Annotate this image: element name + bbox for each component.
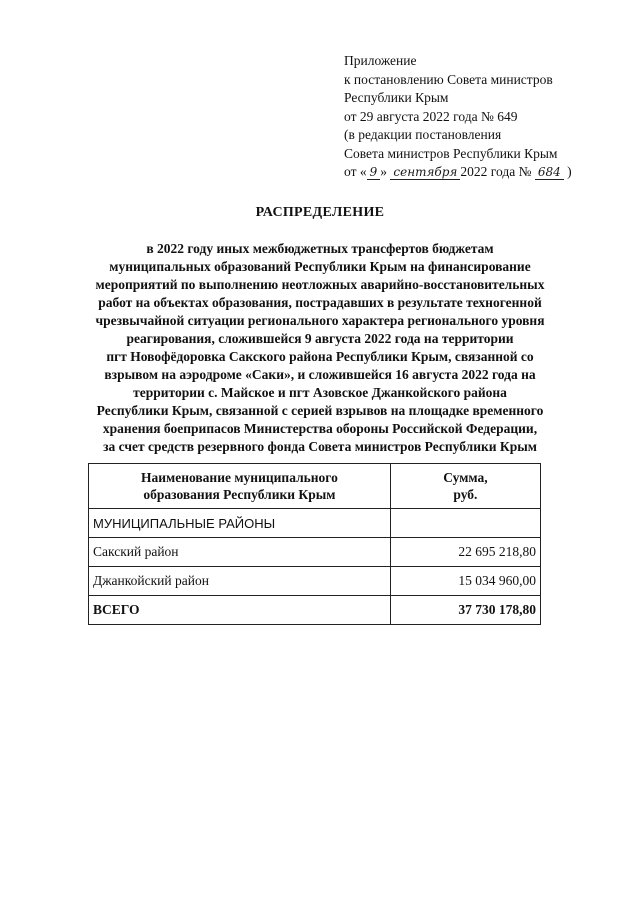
table-row [89,538,541,567]
appendix-line: Совета министров Республики Крым [344,145,558,161]
appendix-block [344,52,624,182]
row-sum: 22 695 218,80 [390,538,540,567]
amendment-date-line [344,163,624,182]
section-empty-cell [390,509,540,538]
distribution-table [88,463,541,625]
subtitle-line: в 2022 году иных межбюджетных трансфертов бюджетам [146,241,494,256]
subtitle-line: муниципальных образований Республики Крым на финансирование [109,259,531,274]
subtitle-line: реагирования, сложившейся 9 августа 2022 года на территории [126,331,514,346]
subtitle-line: пгт Новофёдоровка Сакского района Республики Крым, связанной со [106,349,534,364]
header-text: руб. [453,487,478,502]
appendix-line: Республики Крым [344,90,449,105]
header-text: Сумма, [443,470,488,485]
total-sum: 37 730 178,80 [390,596,540,625]
handwritten-day: 9 [367,165,381,180]
handwritten-month: сентября [390,165,460,180]
row-sum: 15 034 960,00 [390,567,540,596]
header-municipality [89,464,391,509]
total-label: ВСЕГО [89,596,391,625]
handwritten-number: 684 [535,165,564,180]
subtitle-line: за счет средств резервного фонда Совета министров Республики Крым [103,439,537,454]
appendix-line: (в редакции постановления [344,127,502,142]
subtitle-line: территории с. Майское и пгт Азовское Джанкойского района [133,385,507,400]
document-title: РАСПРЕДЕЛЕНИЕ [255,205,385,220]
row-name: Сакский район [89,538,391,567]
subtitle-line: взрывом на аэродроме «Саки», и сложившейся 16 августа 2022 года на [104,367,536,382]
date-year: 2022 года № [460,164,532,179]
total-row [89,596,541,625]
subtitle-line: мероприятий по выполнению неотложных аварийно-восстановительных [95,277,545,292]
header-sum [390,464,540,509]
subtitle-line: чрезвычайной ситуации регионального характера регионального уровня [95,313,545,328]
table-row [89,567,541,596]
subtitle-line: Республики Крым, связанной с серией взрывов на площадке временного [96,403,544,418]
section-label: МУНИЦИПАЛЬНЫЕ РАЙОНЫ [89,509,391,538]
table-header-row [89,464,541,509]
row-name: Джанкойский район [89,567,391,596]
section-row [89,509,541,538]
document-subtitle [86,240,554,456]
appendix-line: от 29 августа 2022 года № 649 [344,108,518,124]
appendix-line: к постановлению Совета министров [344,71,553,87]
date-suffix: ) [567,164,572,179]
appendix-line: Приложение [344,53,417,68]
subtitle-line: хранения боеприпасов Министерства обороны Российской Федерации, [102,421,538,436]
subtitle-line: работ на объектах образования, пострадавших в результате техногенной [98,295,542,310]
header-text: образования Республики Крым [143,487,336,502]
date-mid: » [380,164,387,179]
date-prefix: от « [344,164,367,179]
header-text: Наименование муниципального [140,470,338,485]
